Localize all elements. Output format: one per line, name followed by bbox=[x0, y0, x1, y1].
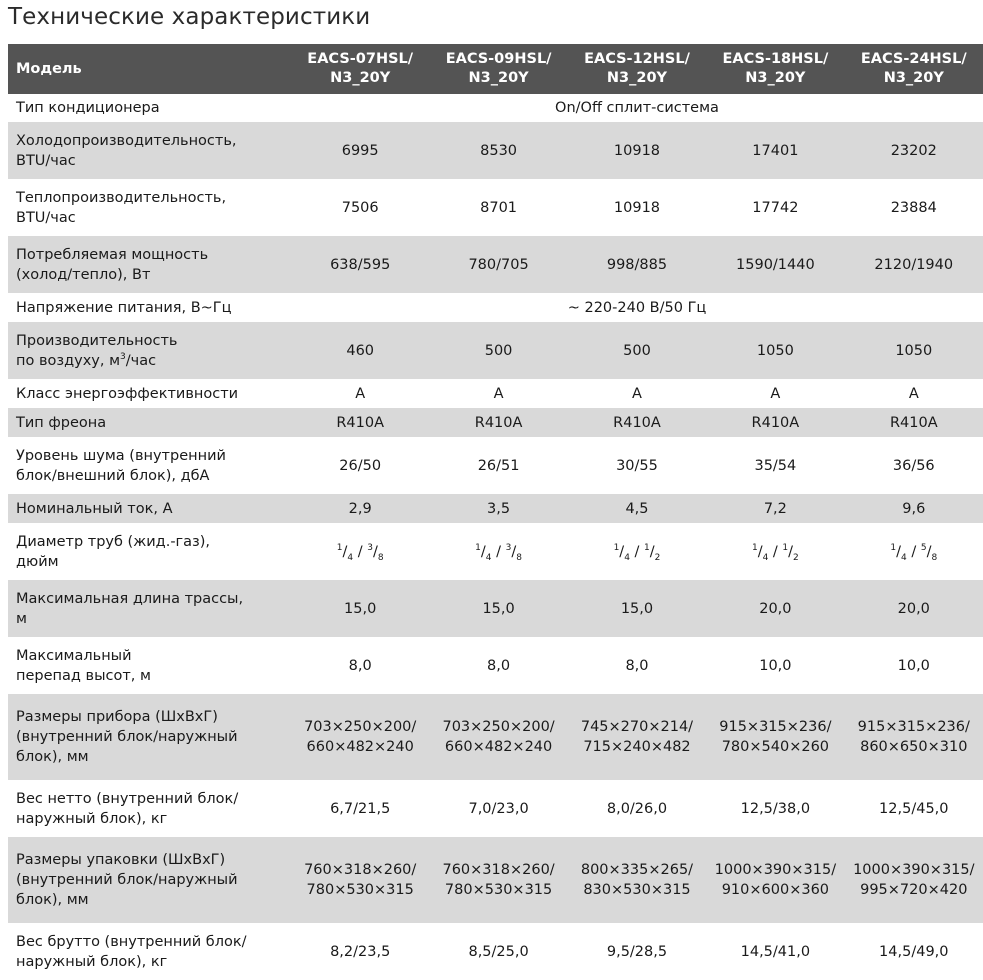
cell-value: 638/595 bbox=[291, 236, 429, 293]
row-label: Диаметр труб (жид.-газ), дюйм bbox=[8, 523, 291, 580]
row-label: Тип фреона bbox=[8, 408, 291, 437]
cell-value: 15,0 bbox=[429, 580, 567, 637]
cell-value: 500 bbox=[429, 322, 567, 379]
cell-value: 760×318×260/ 780×530×315 bbox=[291, 837, 429, 923]
cell-value: 915×315×236/ 780×540×260 bbox=[706, 694, 844, 780]
cell-value: 14,5/41,0 bbox=[706, 923, 844, 980]
cell-value: R410A bbox=[568, 408, 706, 437]
cell-value: 7,0/23,0 bbox=[429, 780, 567, 837]
cell-value: 10918 bbox=[568, 179, 706, 236]
model-line2: N3_20Y bbox=[606, 70, 668, 86]
model-line2: N3_20Y bbox=[745, 70, 806, 86]
cell-value: 1590/1440 bbox=[706, 236, 844, 293]
cell-value: A bbox=[706, 379, 844, 408]
cell-value: 10918 bbox=[568, 122, 706, 179]
row-label: Вес нетто (внутренний блок/ наружный блок), кг bbox=[8, 780, 291, 837]
cell-fraction: $^1/_4 / ^3/_8$ bbox=[291, 523, 429, 580]
cell-value: 9,6 bbox=[845, 494, 983, 523]
cell-value: 1050 bbox=[706, 322, 844, 379]
model-header bbox=[568, 44, 706, 94]
model-line2: N3_20Y bbox=[330, 70, 391, 86]
cell-value: 17401 bbox=[706, 122, 844, 179]
cell-value: 8530 bbox=[429, 122, 567, 179]
row-label: Размеры упаковки (ШхВхГ) (внутренний блок/наружный блок), мм bbox=[8, 837, 291, 923]
model-line1: EACS-09HSL/ bbox=[445, 51, 552, 67]
cell-value: 17742 bbox=[706, 179, 844, 236]
row-label: Тип кондиционера bbox=[8, 94, 291, 122]
model-line2: N3_20Y bbox=[883, 70, 944, 86]
row-label: Производительность по воздуху, $м^3$/час bbox=[8, 322, 291, 379]
model-line2: N3_20Y bbox=[468, 70, 529, 86]
row-cooling bbox=[8, 122, 983, 179]
cell-value: 20,0 bbox=[845, 580, 983, 637]
row-span-value: On/Off сплит-система bbox=[291, 94, 983, 122]
cell-value: 12,5/45,0 bbox=[845, 780, 983, 837]
cell-value: 8,2/23,5 bbox=[291, 923, 429, 980]
cell-value: 7506 bbox=[291, 179, 429, 236]
row-span-value: ~ 220-240 В/50 Гц bbox=[291, 293, 983, 322]
row-label: Вес брутто (внутренний блок/ наружный блок), кг bbox=[8, 923, 291, 980]
cell-value: 8,0 bbox=[429, 637, 567, 694]
row-heating bbox=[8, 179, 983, 236]
cell-value: 1050 bbox=[845, 322, 983, 379]
model-header bbox=[291, 44, 429, 94]
row-label: Номинальный ток, А bbox=[8, 494, 291, 523]
cell-value: 35/54 bbox=[706, 437, 844, 494]
cell-value: R410A bbox=[706, 408, 844, 437]
cell-value: 915×315×236/ 860×650×310 bbox=[845, 694, 983, 780]
row-label: Напряжение питания, В~Гц bbox=[8, 293, 291, 322]
row-height bbox=[8, 637, 983, 694]
cell-fraction: $^1/_4 / ^5/_8$ bbox=[845, 523, 983, 580]
cell-value: 26/51 bbox=[429, 437, 567, 494]
cell-value: 8701 bbox=[429, 179, 567, 236]
cell-fraction: $^1/_4 / ^1/_2$ bbox=[706, 523, 844, 580]
row-current bbox=[8, 494, 983, 523]
row-label: Максимальная длина трассы, м bbox=[8, 580, 291, 637]
cell-value: 800×335×265/ 830×530×315 bbox=[568, 837, 706, 923]
cell-value: 1000×390×315/ 995×720×420 bbox=[845, 837, 983, 923]
cell-value: 30/55 bbox=[568, 437, 706, 494]
cell-value: 20,0 bbox=[706, 580, 844, 637]
cell-value: R410A bbox=[429, 408, 567, 437]
row-label: Уровень шума (внутренний блок/внешний блок), дбА bbox=[8, 437, 291, 494]
cell-value: 8,5/25,0 bbox=[429, 923, 567, 980]
cell-value: 1000×390×315/ 910×600×360 bbox=[706, 837, 844, 923]
cell-value: 26/50 bbox=[291, 437, 429, 494]
cell-value: 23884 bbox=[845, 179, 983, 236]
cell-value: 8,0 bbox=[291, 637, 429, 694]
cell-value: A bbox=[568, 379, 706, 408]
row-length bbox=[8, 580, 983, 637]
cell-value: 760×318×260/ 780×530×315 bbox=[429, 837, 567, 923]
specs-table bbox=[8, 44, 983, 980]
row-label: Потребляемая мощность (холод/тепло), Вт bbox=[8, 236, 291, 293]
cell-value: 10,0 bbox=[845, 637, 983, 694]
cell-value: 12,5/38,0 bbox=[706, 780, 844, 837]
cell-value: 703×250×200/ 660×482×240 bbox=[291, 694, 429, 780]
row-label: Размеры прибора (ШхВхГ) (внутренний блок/наружный блок), мм bbox=[8, 694, 291, 780]
cell-fraction: $^1/_4 / ^3/_8$ bbox=[429, 523, 567, 580]
cell-value: A bbox=[291, 379, 429, 408]
row-dimensions bbox=[8, 694, 983, 780]
model-line1: EACS-12HSL/ bbox=[584, 51, 690, 67]
row-pack-dimensions bbox=[8, 837, 983, 923]
row-label: Холодопроизводительность, BTU/час bbox=[8, 122, 291, 179]
cell-value: A bbox=[429, 379, 567, 408]
row-gross-weight bbox=[8, 923, 983, 980]
row-energy bbox=[8, 379, 983, 408]
cell-value: 15,0 bbox=[568, 580, 706, 637]
cell-value: 460 bbox=[291, 322, 429, 379]
model-line1: EACS-18HSL/ bbox=[722, 51, 829, 67]
cell-value: 8,0/26,0 bbox=[568, 780, 706, 837]
cell-value: 3,5 bbox=[429, 494, 567, 523]
cell-value: 7,2 bbox=[706, 494, 844, 523]
model-header bbox=[429, 44, 567, 94]
cell-value: R410A bbox=[291, 408, 429, 437]
cell-value: 998/885 bbox=[568, 236, 706, 293]
cell-value: 745×270×214/ 715×240×482 bbox=[568, 694, 706, 780]
row-noise bbox=[8, 437, 983, 494]
row-net-weight bbox=[8, 780, 983, 837]
row-label: Максимальный перепад высот, м bbox=[8, 637, 291, 694]
model-header bbox=[845, 44, 983, 94]
cell-value: 8,0 bbox=[568, 637, 706, 694]
row-label: Класс энергоэффективности bbox=[8, 379, 291, 408]
row-power bbox=[8, 236, 983, 293]
row-voltage bbox=[8, 293, 983, 322]
cell-value: 14,5/49,0 bbox=[845, 923, 983, 980]
model-header-label: Модель bbox=[8, 44, 291, 94]
cell-value: 10,0 bbox=[706, 637, 844, 694]
header-row bbox=[8, 44, 983, 94]
cell-value: 2120/1940 bbox=[845, 236, 983, 293]
cell-value: R410A bbox=[845, 408, 983, 437]
cell-value: 6995 bbox=[291, 122, 429, 179]
model-line1: EACS-07HSL/ bbox=[307, 51, 414, 67]
cell-value: 4,5 bbox=[568, 494, 706, 523]
cell-fraction: $^1/_4 / ^1/_2$ bbox=[568, 523, 706, 580]
row-label: Теплопроизводительность, BTU/час bbox=[8, 179, 291, 236]
model-header bbox=[706, 44, 844, 94]
cell-value: 500 bbox=[568, 322, 706, 379]
cell-value: 9,5/28,5 bbox=[568, 923, 706, 980]
model-line1: EACS-24HSL/ bbox=[860, 51, 967, 67]
cell-value: 780/705 bbox=[429, 236, 567, 293]
cell-value: 6,7/21,5 bbox=[291, 780, 429, 837]
row-pipes bbox=[8, 523, 983, 580]
cell-value: 703×250×200/ 660×482×240 bbox=[429, 694, 567, 780]
row-type bbox=[8, 94, 983, 122]
row-airflow bbox=[8, 322, 983, 379]
cell-value: 15,0 bbox=[291, 580, 429, 637]
cell-value: 36/56 bbox=[845, 437, 983, 494]
row-freon bbox=[8, 408, 983, 437]
cell-value: A bbox=[845, 379, 983, 408]
cell-value: 2,9 bbox=[291, 494, 429, 523]
page-title: Технические характеристики bbox=[8, 4, 371, 30]
cell-value: 23202 bbox=[845, 122, 983, 179]
